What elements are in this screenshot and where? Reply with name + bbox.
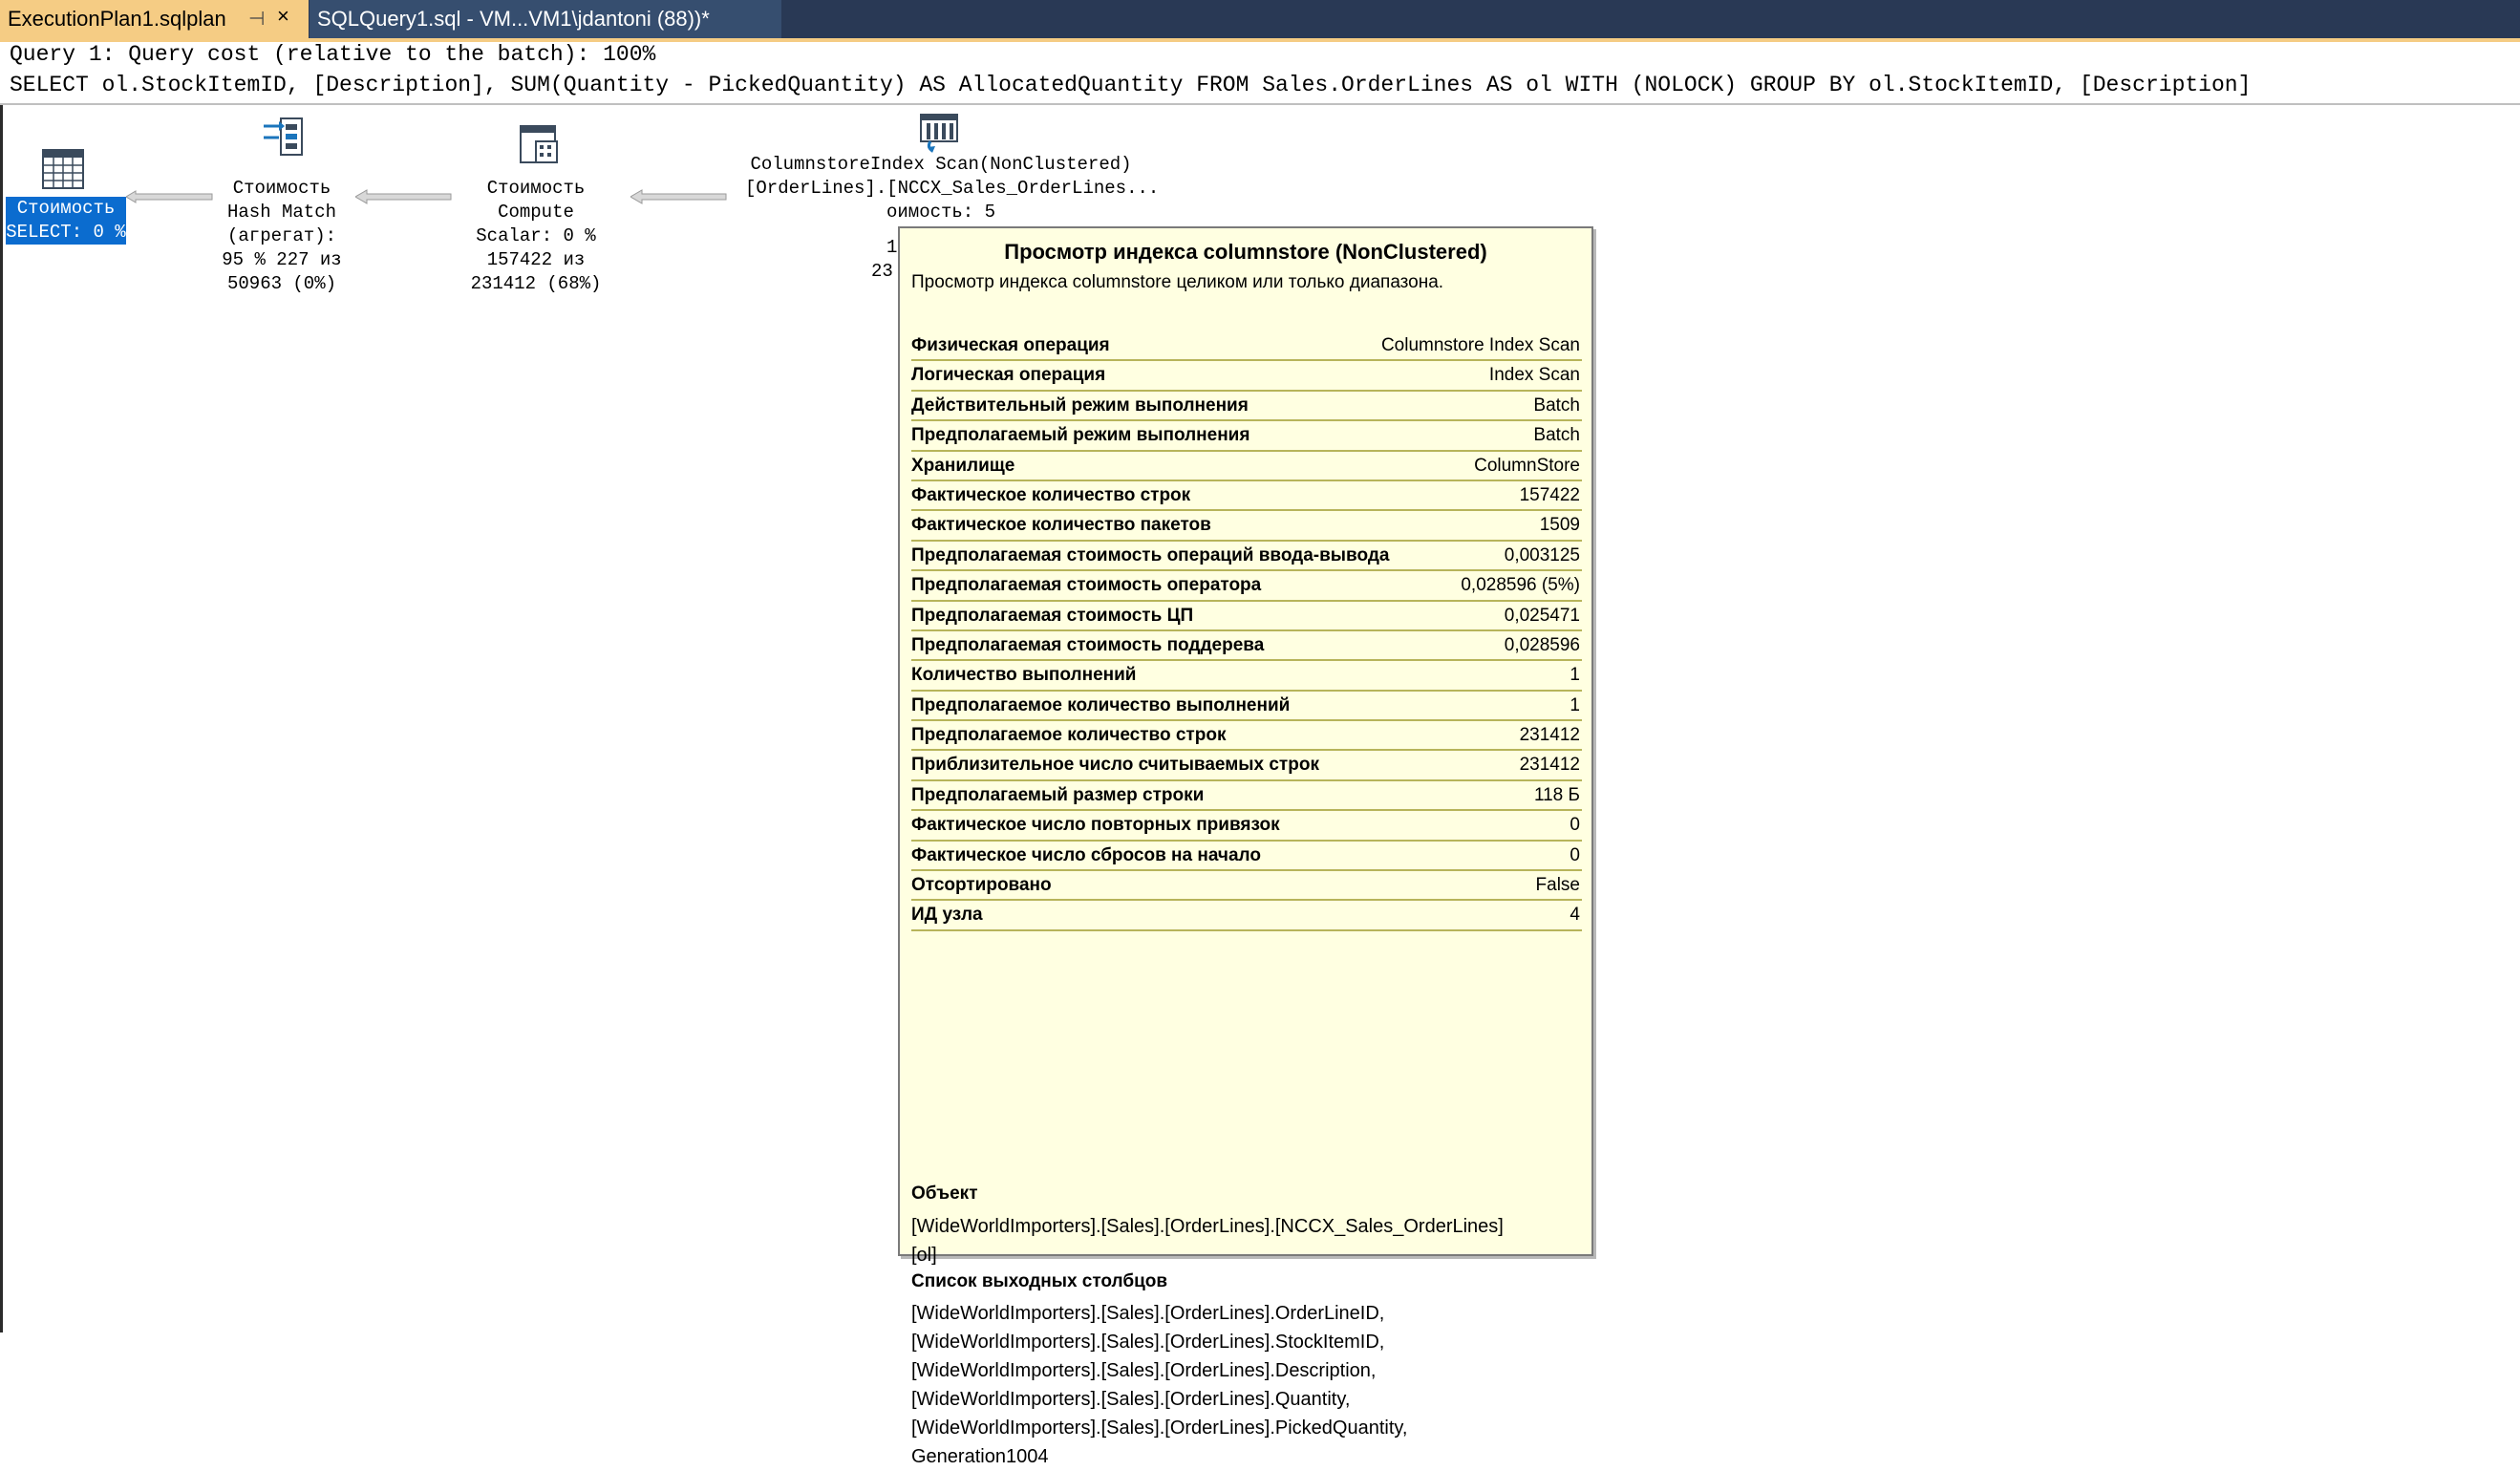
tooltip-property-value: 0 [1570, 815, 1580, 836]
tooltip-property-value: 1509 [1539, 515, 1580, 536]
query-cost-line: Query 1: Query cost (relative to the batch): 100% [10, 42, 656, 67]
tab-execution-plan[interactable] [0, 0, 309, 38]
query-text-line: SELECT ol.StockItemID, [Description], SUM(Quantity - PickedQuantity) AS AllocatedQuantity FROM Sales.OrderLines AS ol WITH (NOLOCK) GROUP BY ol.StockItemID, [Description] [10, 73, 2252, 97]
tooltip-property-key: Фактическое число сбросов на начало [911, 844, 1261, 865]
tooltip-property-key: Физическая операция [911, 335, 1110, 355]
tooltip-property-row [911, 542, 1582, 571]
hash-match-label[interactable]: Стоимость Hash Match (агрегат): 95 % 227 из 50963 (0%) [222, 178, 342, 294]
tooltip-property-row [911, 481, 1582, 511]
tooltip-property-row [911, 781, 1582, 811]
tooltip-object-heading: Объект [911, 1183, 978, 1204]
tooltip-property-row [911, 811, 1582, 841]
columnstore-scan-label[interactable]: ColumnstoreIndex Scan(NonClustered) [OrderLines].[NCCX_Sales_OrderLines... оимость: 5 [745, 154, 1160, 223]
tooltip-property-key: Приблизительное число считываемых строк [911, 755, 1319, 776]
select-operator-icon[interactable] [42, 149, 84, 194]
columnstore-scan-label-clipped-1: 1 [886, 237, 898, 258]
tooltip-property-row [911, 331, 1582, 361]
tooltip-property-value: Columnstore Index Scan [1380, 335, 1580, 355]
tooltip-property-row [911, 692, 1582, 721]
pin-icon[interactable]: ⊣ [248, 9, 266, 30]
tooltip-property-value: Batch [1533, 425, 1580, 446]
tooltip-property-value: 231412 [1519, 755, 1580, 776]
tooltip-object-text: [WideWorldImporters].[Sales].[OrderLines].[NCCX_Sales_OrderLines] [ol] [911, 1216, 1504, 1266]
compute-scalar-label[interactable]: Стоимость Compute Scalar: 0 % 157422 из 231412 (68%) [470, 178, 602, 294]
tooltip-property-key: Предполагаемый размер строки [911, 784, 1205, 805]
tooltip-property-row [911, 452, 1582, 481]
tooltip-property-key: Предполагаемая стоимость поддерева [911, 634, 1265, 655]
tooltip-property-value: 118 Б [1533, 784, 1580, 805]
hash-match-icon[interactable] [262, 117, 304, 161]
tab-execution-plan-title: ExecutionPlan1.sqlplan [8, 7, 226, 31]
operator-tooltip [898, 226, 1593, 1467]
tooltip-property-row [911, 511, 1582, 541]
tooltip-property-value: 0,028596 (5%) [1461, 575, 1580, 596]
tooltip-property-key: Предполагаемая стоимость ЦП [911, 605, 1194, 626]
tooltip-property-key: Предполагаемая стоимость оператора [911, 575, 1262, 596]
tooltip-property-key: Предполагаемое количество выполнений [911, 694, 1291, 715]
tooltip-property-key: Фактическое количество пакетов [911, 515, 1211, 536]
tooltip-property-row [911, 871, 1582, 901]
tooltip-output-heading: Список выходных столбцов [911, 1271, 1168, 1291]
tooltip-property-value: 1 [1570, 694, 1580, 715]
tooltip-property-row [911, 661, 1582, 691]
tooltip-property-value: 0,028596 [1504, 634, 1580, 655]
tooltip-property-value: 4 [1570, 905, 1580, 926]
tooltip-property-row [911, 602, 1582, 631]
tooltip-property-row [911, 571, 1582, 601]
tooltip-property-row [911, 421, 1582, 451]
tooltip-property-key: Предполагаемый режим выполнения [911, 425, 1250, 446]
columnstore-scan-icon[interactable] [919, 113, 961, 158]
tooltip-property-row [911, 842, 1582, 871]
flow-arrow [355, 189, 453, 204]
tooltip-property-row [911, 392, 1582, 421]
tooltip-properties [911, 331, 1582, 931]
tooltip-title: Просмотр индекса columnstore (NonClustered) [1004, 240, 1487, 264]
tooltip-subtitle: Просмотр индекса columnstore целиком или только диапазона. [911, 272, 1444, 292]
tooltip-property-value: 231412 [1519, 725, 1580, 746]
tooltip-property-row [911, 361, 1582, 391]
document-tab-bar [0, 0, 2520, 38]
tooltip-property-key: Логическая операция [911, 365, 1106, 386]
tab-sql-query[interactable] [310, 0, 781, 38]
flow-arrow [630, 189, 728, 204]
tooltip-property-key: Предполагаемая стоимость операций ввода-вывода [911, 544, 1390, 565]
tab-sql-query-title: SQLQuery1.sql - VM...VM1\jdantoni (88))* [317, 7, 710, 31]
tooltip-property-key: Хранилище [911, 455, 1015, 476]
tooltip-property-row [911, 721, 1582, 751]
pane-left-edge [0, 105, 3, 1332]
tooltip-property-row [911, 631, 1582, 661]
tooltip-property-key: Фактическое количество строк [911, 484, 1191, 505]
compute-scalar-icon[interactable] [519, 124, 561, 171]
tooltip-property-value: False [1535, 875, 1580, 896]
tooltip-property-value: Index Scan [1488, 365, 1580, 386]
tooltip-property-row [911, 751, 1582, 780]
select-operator-label[interactable]: Стоимость SELECT: 0 % [6, 198, 126, 243]
tooltip-property-key: Количество выполнений [911, 665, 1137, 686]
tooltip-property-key: Отсортировано [911, 875, 1052, 896]
tooltip-property-value: Batch [1533, 394, 1580, 416]
columnstore-scan-label-clipped-2: 23 [871, 261, 893, 282]
tooltip-property-value: 1 [1570, 665, 1580, 686]
tooltip-property-value: 0,003125 [1504, 544, 1580, 565]
tooltip-property-key: Действительный режим выполнения [911, 394, 1249, 416]
tooltip-property-value: 157422 [1519, 484, 1580, 505]
tooltip-property-key: Предполагаемое количество строк [911, 725, 1227, 746]
tooltip-property-value: ColumnStore [1474, 455, 1580, 476]
close-tab-icon[interactable]: × [277, 4, 289, 28]
tooltip-property-key: Фактическое число повторных привязок [911, 815, 1280, 836]
tooltip-property-value: 0 [1570, 844, 1580, 865]
tooltip-property-key: ИД узла [911, 905, 983, 926]
tooltip-property-value: 0,025471 [1504, 605, 1580, 626]
header-separator [0, 103, 2520, 105]
flow-arrow [126, 189, 214, 204]
tooltip-property-row [911, 901, 1582, 930]
tooltip-output-text: [WideWorldImporters].[Sales].[OrderLines].OrderLineID, [WideWorldImporters].[Sales].[OrderLines].StockItemID, [WideWorldImporters].[Sales].[OrderLines].Description, [WideWorldImporters].[Sales].[OrderLines].Quantity, [WideWorldImporters].[Sales].[OrderLines].PickedQuantity, Generation1004 [911, 1303, 1408, 1467]
